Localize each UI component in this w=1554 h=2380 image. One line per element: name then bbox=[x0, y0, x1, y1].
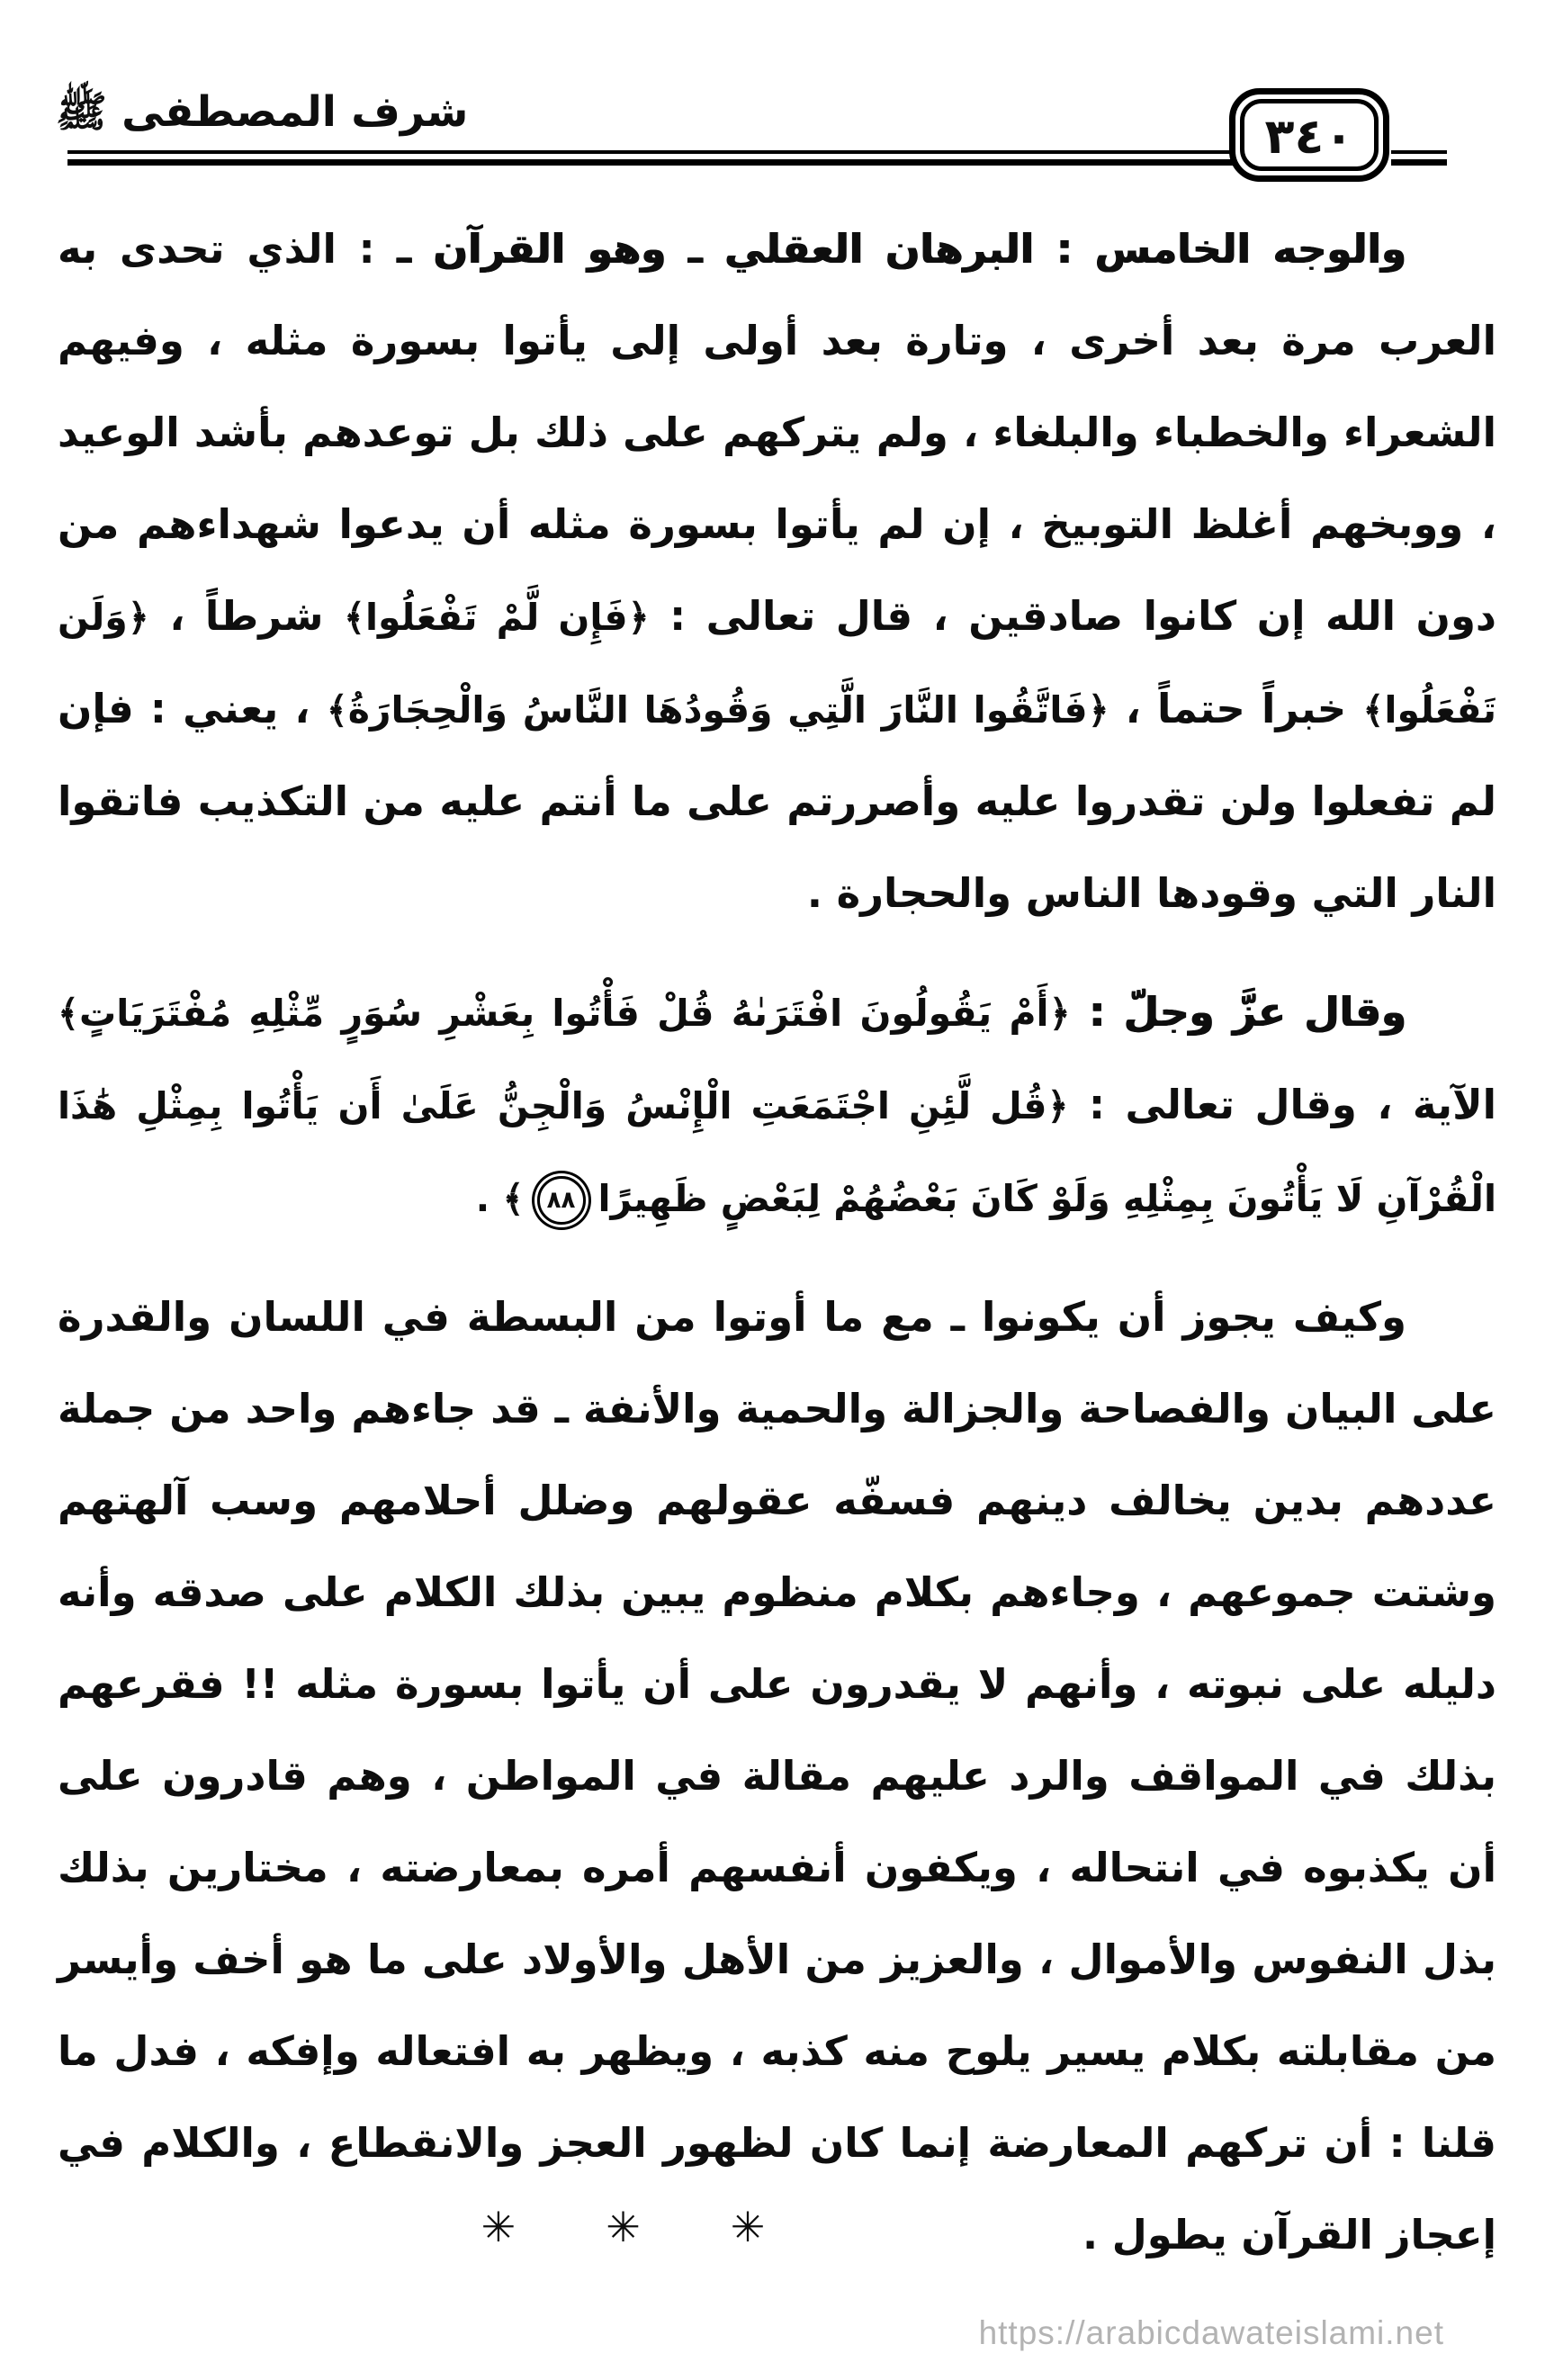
ayah-number-medallion: ٨٨ bbox=[537, 1176, 586, 1225]
quran-quote: ﴿فَاتَّقُوا النَّارَ الَّتِي وَقُودُهَا النَّاسُ وَالْحِجَارَةُ﴾ bbox=[326, 688, 1109, 732]
quran-quote: ﴿أَمْ يَقُولُونَ افْتَرَىٰهُ قُلْ فَأْتُوا بِعَشْرِ سُوَرٍ مِّثْلِهِ مُفْتَرَيَاتٍ﴾ bbox=[58, 992, 1071, 1035]
quran-quote: ﴿وَلَن تَفْعَلُوا﴾ bbox=[58, 596, 1496, 732]
paragraph-2-lead: وقال عزَّ وجلّ : bbox=[1070, 988, 1406, 1036]
header-rule-left bbox=[67, 150, 1233, 166]
quran-quote: ﴿فَإِن لَّمْ تَفْعَلُوا﴾ bbox=[343, 596, 650, 639]
page-number-box bbox=[1229, 88, 1389, 182]
paragraph-2-text: الآية ، وقال تعالى : bbox=[1068, 1081, 1496, 1128]
section-divider-asterisks: ✳ ✳ ✳ bbox=[481, 2203, 804, 2251]
page-number-inner-frame bbox=[1240, 99, 1379, 171]
paragraph-1 bbox=[58, 203, 1496, 939]
paragraph-1-lead: والوجه الخامس : البرهان العقلي ـ وهو القرآن ـ bbox=[374, 225, 1406, 273]
paragraph-1-text: خبراً حتماً ، bbox=[1109, 685, 1363, 732]
watermark-url: https://arabicdawateislami.net bbox=[978, 2314, 1444, 2351]
paragraph-1-text: شرطاً ، bbox=[148, 592, 344, 640]
page-number: ٣٤٠ bbox=[1264, 108, 1354, 165]
quran-quote: ﴿قُل لَّئِنِ اجْتَمَعَتِ الْإِنْسُ وَالْجِنُّ عَلَىٰ أَن يَأْتُوا بِمِثْلِ هَٰذَا الْقُرْآنِ لَا يَأْتُونَ بِمِثْلِهِ وَلَوْ كَانَ بَعْضُهُمْ لِبَعْضٍ ظَهِيرًا bbox=[58, 1084, 1496, 1220]
paragraph-1-text: ، يعني : فإن لم تفعلوا ولن تقدروا عليه وأصررتم على ما أنتم عليه من التكذيب فاتقوا النار التي وقودها الناس والحجارة . bbox=[58, 685, 1496, 917]
paragraph-2 bbox=[58, 966, 1496, 1244]
main-text-block bbox=[58, 203, 1496, 2308]
quran-quote-close: ﴾ . bbox=[475, 1177, 525, 1220]
paragraph-3: وكيف يجوز أن يكونوا ـ مع ما أوتوا من البسطة في اللسان والقدرة على البيان والفصاحة والجزالة والحمية والأنفة ـ قد جاءهم واحد من جملة عددهم بدين يخالف دينهم فسفّه عقولهم وضلل أحلامهم وسب آلهتهم وشتت جموعهم ، وجاءهم بكلام منظوم يبين بذلك الكلام على صدقه وأنه دليله على نبوته ، وأنهم لا يقدرون على أن يأتوا بسورة مثله !! فقرعهم بذلك في المواقف والرد عليهم مقالة في المواطن ، وهم قادرون على أن يكذبوه في انتحاله ، ويكفون أنفسهم أمره بمعارضته ، مختارين بذلك بذل النفوس والأموال ، والعزيز من الأهل والأولاد على ما هو أخف وأيسر من مقابلته بكلام يسير يلوح منه كذبه ، ويظهر به افتعاله وإفكه ، فدل ما قلنا : أن تركهم المعارضة إنما كان لظهور العجز والانقطاع ، والكلام في إعجاز القرآن يطول . bbox=[58, 1293, 1496, 2259]
header-rule-right bbox=[1391, 150, 1447, 166]
header-book-title: شرف المصطفى ﷺ bbox=[56, 87, 469, 137]
paragraph-1-text: : الذي تحدى به العرب مرة بعد أخرى ، وتارة بعد أولى إلى يأتوا بسورة مثله ، وفيهم الشعراء والخطباء والبلغاء ، ولم يتركهم على ذلك بل توعدهم بأشد الوعيد ، ووبخهم أغلظ التوبيخ ، إن لم يأتوا بسورة مثله أن يدعوا شهداءهم من دون الله إن كانوا صادقين ، قال تعالى : bbox=[58, 225, 1497, 640]
